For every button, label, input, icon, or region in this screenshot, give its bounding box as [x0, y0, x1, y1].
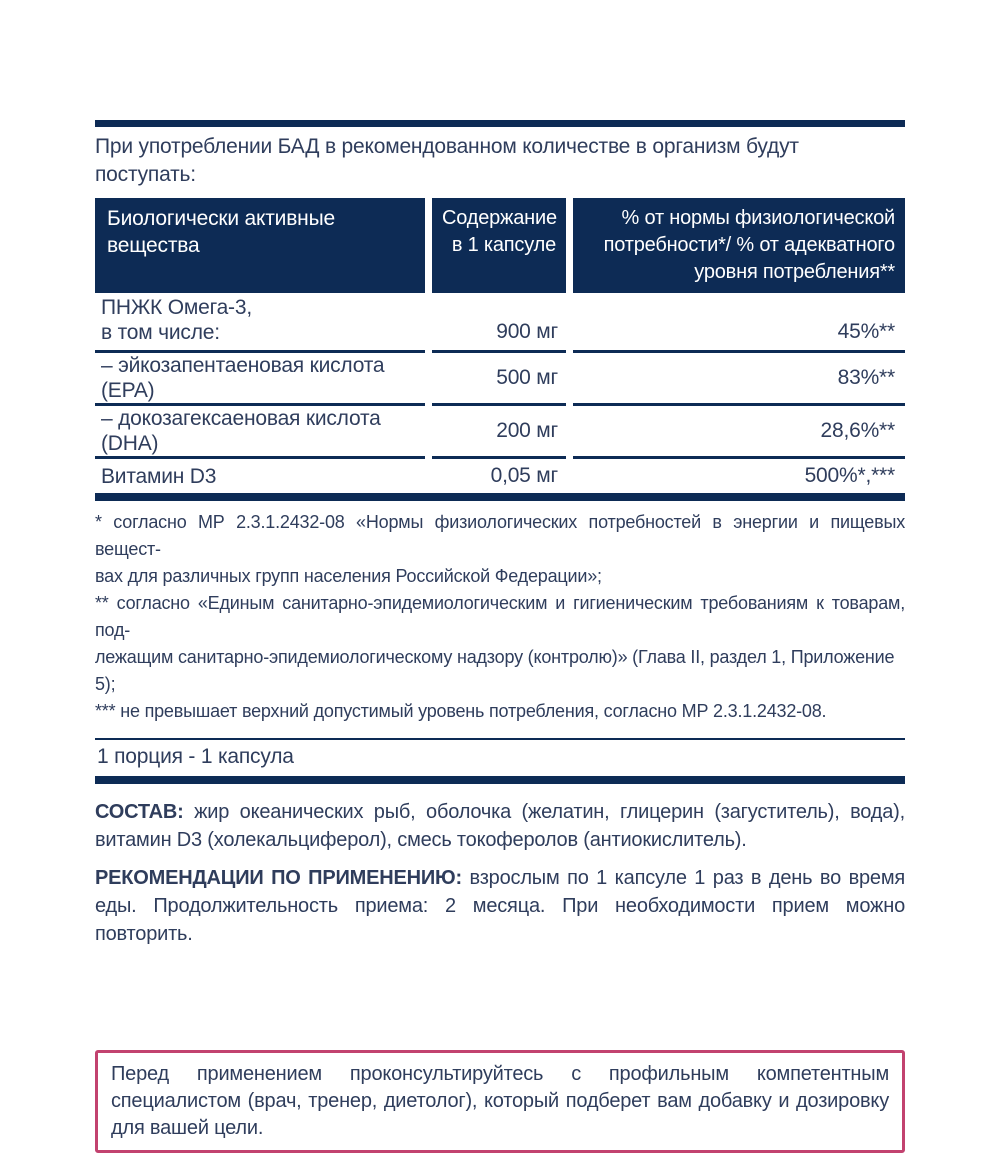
percent-cell: 500%*,***: [804, 464, 895, 487]
serving-info: 1 порция - 1 капсула: [97, 745, 294, 768]
serving-bottom-bar: [95, 776, 905, 784]
header-cell-substances: Биологически активные вещества: [95, 198, 425, 293]
footnote-line: * согласно МР 2.3.1.2432-08 «Нормы физиологических потребностей в энергии и пищевых вещест-: [95, 512, 905, 559]
header-cell-percent-norm: % от нормы физиологической потребности*/ % от адекватного уровня потребления**: [573, 198, 905, 293]
amount-cell: 0,05 мг: [490, 464, 558, 487]
row-separator: [95, 456, 905, 459]
disclaimer-box: [95, 1050, 905, 1153]
footnote-line: вах для различных групп населения Российской Федерации»;: [95, 566, 602, 586]
amount-cell: 200 мг: [496, 419, 558, 442]
amount-cell: 900 мг: [496, 320, 558, 343]
substance-cell: ПНЖК Омега-3, в том числе:: [101, 296, 252, 344]
composition-label: СОСТАВ:: [95, 801, 184, 823]
composition-text: жир океанических рыб, оболочка (желатин, глицерин (загуститель), вода), витамин D3 (холекальциферол), смесь токоферолов (антиокислитель).: [95, 801, 905, 851]
composition-section: [95, 798, 905, 854]
recommendations-section: [95, 864, 905, 948]
table-row-vitamin-d3: [95, 459, 905, 493]
table-row-dha: [95, 406, 905, 456]
footnote-line: ** согласно «Единым санитарно-эпидемиологическим и гигиеническим требованиям к товарам, под-: [95, 593, 905, 640]
intro-text: При употреблении БАД в рекомендованном количестве в организм будут поступать:: [95, 135, 799, 186]
top-divider-bar: [95, 120, 905, 127]
table-bottom-bar: [95, 493, 905, 501]
recommendations-label: РЕКОМЕНДАЦИИ ПО ПРИМЕНЕНИЮ:: [95, 867, 462, 889]
percent-cell: 45%**: [837, 320, 895, 343]
nutrition-table-header: [95, 198, 905, 293]
percent-cell: 28,6%**: [820, 419, 895, 442]
table-row-omega3: [95, 293, 905, 350]
disclaimer-text: Перед применением проконсультируйтесь с профильным компетентным специалистом (врач, тренер, диетолог), который подберет вам добавку и дозировку для вашей цели.: [111, 1063, 889, 1139]
substance-cell: Витамин D3: [101, 464, 217, 488]
percent-cell: 83%**: [837, 366, 895, 389]
footnote-line: *** не превышает верхний допустимый уровень потребления, согласно МР 2.3.1.2432-08.: [95, 701, 827, 721]
substance-cell: – докозагексаеновая кислота (DHA): [101, 407, 381, 455]
substance-cell: – эйкозапентаеновая кислота (EPA): [101, 354, 385, 402]
recommendations-text: взрослым по 1 капсуле 1 раз в день во время еды. Продолжительность приема: 2 месяца. При необходимости прием можно повторить.: [95, 867, 906, 945]
amount-cell: 500 мг: [496, 366, 558, 389]
table-row-epa: [95, 353, 905, 403]
label-content: [95, 120, 905, 1153]
footnote-line: лежащим санитарно-эпидемиологическому надзору (контролю)» (Глава II, раздел 1, Приложение 5);: [95, 647, 895, 694]
header-cell-content-per-capsule: Содержание в 1 капсуле: [432, 198, 566, 293]
footnotes: [95, 509, 905, 725]
